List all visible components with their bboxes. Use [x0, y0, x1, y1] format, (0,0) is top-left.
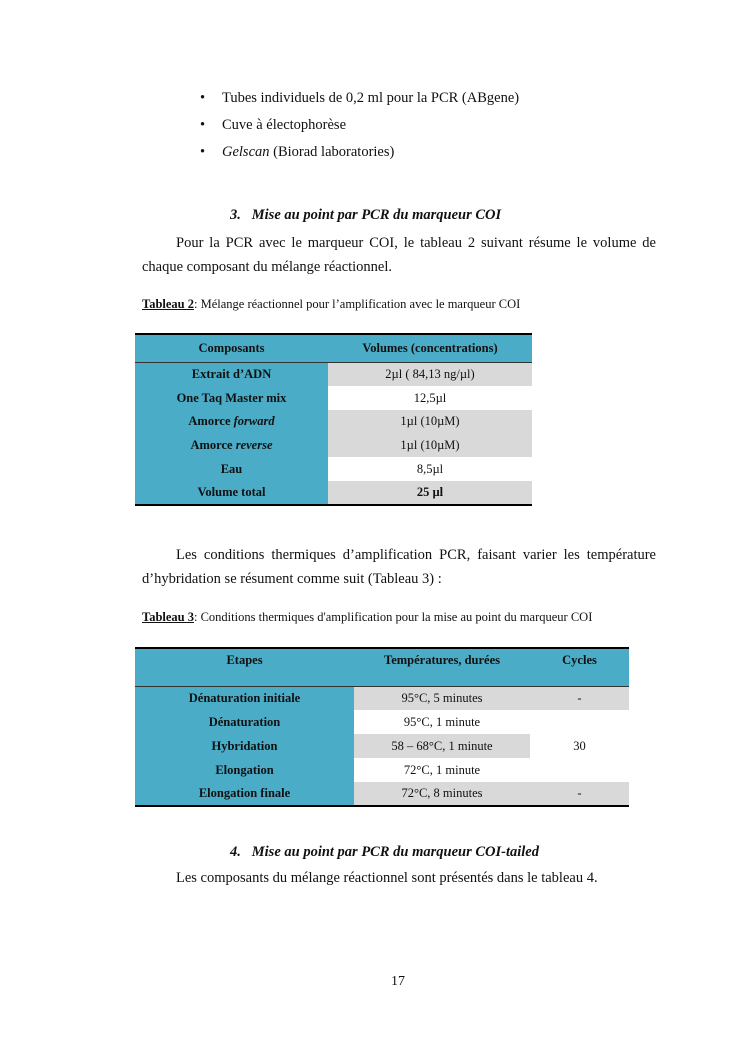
table-2-caption: Tableau 2: Mélange réactionnel pour l’amplification avec le marqueur COI	[142, 297, 521, 311]
table-row: Amorce reverse 1µl (10µM)	[135, 433, 532, 457]
section-4-heading: 4. Mise au point par PCR du marqueur COI-tailed	[230, 844, 539, 860]
table-row: Elongation finale 72°C, 8 minutes -	[135, 782, 629, 806]
section-4-paragraph: Les composants du mélange réactionnel sont présentés dans le tableau 4.	[176, 870, 598, 886]
table-header: Volumes (concentrations)	[362, 340, 498, 355]
bullet-icon: •	[200, 144, 206, 160]
page-number: 17	[391, 974, 405, 989]
table-3-caption: Tableau 3: Conditions thermiques d'amplification pour la mise au point du marqueur COI	[142, 610, 593, 624]
table-header: Etapes	[226, 653, 263, 667]
bullet-icon: •	[200, 117, 206, 133]
table-3	[135, 647, 629, 807]
table-row: Elongation 72°C, 1 minute	[135, 758, 629, 782]
table-row: Amorce forward 1µl (10µM)	[135, 410, 532, 433]
table-row: Eau 8,5µl	[135, 457, 532, 481]
list-item: • Tubes individuels de 0,2 ml pour la PCR (ABgene)	[200, 90, 520, 106]
table-row: One Taq Master mix 12,5µl	[135, 386, 532, 410]
table-row: Hybridation 58 – 68°C, 1 minute 30	[135, 734, 629, 758]
list-item: • Cuve à électophorèse	[200, 117, 347, 133]
list-item: • Gelscan (Biorad laboratories)	[200, 144, 395, 160]
table-header: Composants	[198, 340, 265, 355]
table-row: Extrait d’ADN 2µl ( 84,13 ng/µl)	[135, 362, 532, 386]
table-2	[135, 333, 532, 506]
section-3-heading: 3. Mise au point par PCR du marqueur COI	[230, 207, 502, 223]
thermal-paragraph: Les conditions thermiques d’amplification PCR, faisant varier les température d’hybridation se résument comme suit (Tableau 3) :	[142, 547, 656, 587]
section-3-paragraph: Pour la PCR avec le marqueur COI, le tableau 2 suivant résume le volume de chaque composant du mélange réactionnel.	[142, 235, 656, 275]
bullet-icon: •	[200, 90, 206, 106]
table-header: Températures, durées	[384, 653, 500, 667]
table-header: Cycles	[562, 653, 597, 667]
table-row: Dénaturation 95°C, 1 minute	[135, 710, 629, 734]
table-row: Volume total 25 µl	[135, 481, 532, 505]
table-row: Dénaturation initiale 95°C, 5 minutes -	[135, 686, 629, 710]
materials-list	[200, 88, 519, 169]
